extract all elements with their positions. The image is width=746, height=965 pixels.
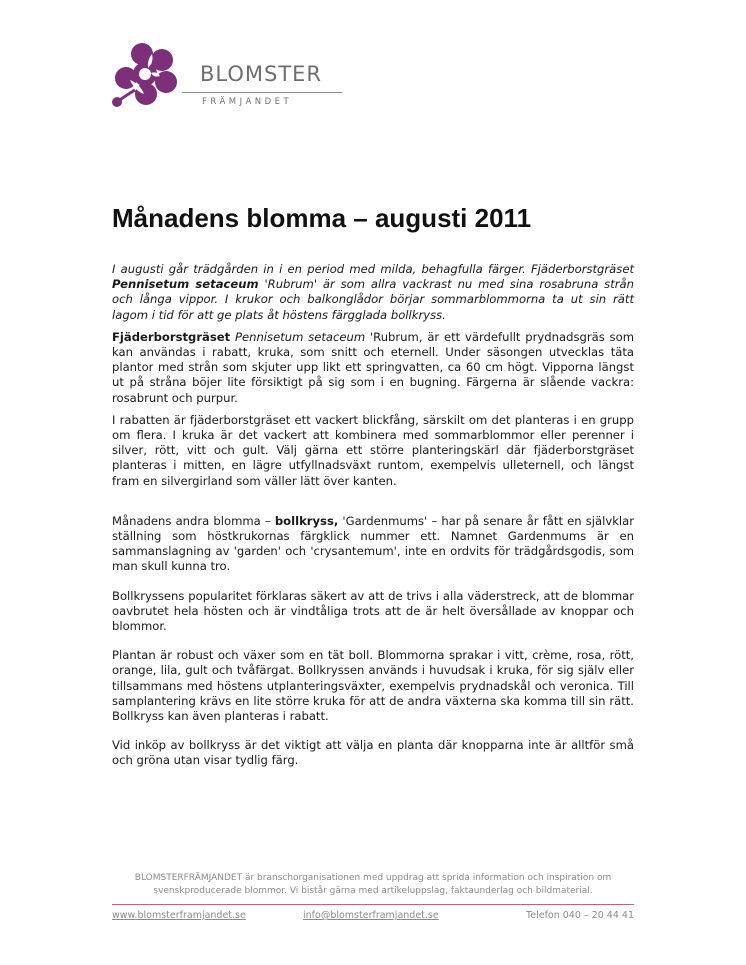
paragraph-1: Fjäderborstgräset Pennisetum setaceum 'Rubrum, är ett värdefullt prydnadsgräs som kan användas i rabatt, kruka, som snitt och eternell. Under säsongen utvecklas täta plantor med strån som skjuter upp likt ett springvatten, ca 60 cm högt. Vipporna längst ut på stråna böjer lite försiktigt på sig som i en bugning. Färgerna är slående vackra: rosabrunt och purpur. <box>112 329 634 405</box>
paragraph-3: Månadens andra blomma – bollkryss, 'Gardenmums' – har på senare år fått en självklar ställning som höstkrukornas färgklick nummer ett. Namnet Gardenmums är en sammanslagning av 'garden' och 'crysantemum', inte en ordvits för trädgårdsgodis, som man skull kunna tro. <box>112 513 634 574</box>
paragraph-6: Vid inköp av bollkryss är det viktigt att välja en planta där knopparna inte är alltför små och gröna utan visar tydlig färg. <box>112 738 634 768</box>
phone-number: Telefon 040 – 20 44 41 <box>526 910 634 921</box>
logo-name: BLOMSTER <box>200 62 323 86</box>
article-body <box>112 262 634 776</box>
flower-logo-icon <box>108 40 188 120</box>
website-link[interactable]: www.blomsterframjandet.se <box>112 910 246 921</box>
footer-divider <box>112 904 634 905</box>
paragraph-2: I rabatten är fjäderborstgräset ett vackert blickfång, särskilt om det planteras i en grupp om flera. I kruka är det vackert att kombinera med sommarblommor eller perenner i silver, rött, vitt och gult. Välj gärna ett större planteringskärl där fjäderborstgräset planteras i mitten, en lägre utfyllnadsväxt runtom, exempelvis ulleternell, och längst fram en silvergirland som väller lätt över kanten. <box>112 412 634 488</box>
paragraph-5: Plantan är robust och växer som en tät boll. Blommorna sprakar i vitt, crème, rosa, rött, orange, lila, gult och tvåfärgat. Bollkryssen används i huvudsak i kruka, för sig själv eller tillsammans med höstens utplanteringsväxter, exempelvis prydnadskål och veronica. Till samplantering krävs en lite större kruka för att de andra växterna ska komma till sin rätt. Bollkryss kan även planteras i rabatt. <box>112 648 634 724</box>
lead-paragraph: I augusti går trädgården in i en period med milda, behagfulla färger. Fjäderborstgräset Pennisetum setaceum 'Rubrum' är som allra vackrast nu med sina rosabruna strån och långa vippor. I krukor och balkonglådor börjar sommarblommorna ta ut sin rätt lagom i tid för att ge plats åt höstens färgglada bollkryss. <box>112 262 634 322</box>
logo-divider <box>182 92 342 93</box>
paragraph-4: Bollkryssens popularitet förklaras säkert av att de trivs i alla väderstreck, att de blommar oavbrutet hela hösten och är vindtåliga trots att de är helt översållade av knoppar och blommor. <box>112 588 634 634</box>
email-link[interactable]: info@blomsterframjandet.se <box>303 910 439 921</box>
logo-subtitle: FRÄMJANDET <box>202 97 293 107</box>
page-title: Månadens blomma – augusti 2011 <box>112 203 532 233</box>
footer-note: BLOMSTERFRÄMJANDET är branschorganisationen med uppdrag att sprida information och inspiration om svenskproducerade blommor. Vi bistår gärna med artikeluppslag, faktaunderlag och bildmaterial. <box>134 873 612 896</box>
blomsterframjandet-logo <box>108 40 368 120</box>
